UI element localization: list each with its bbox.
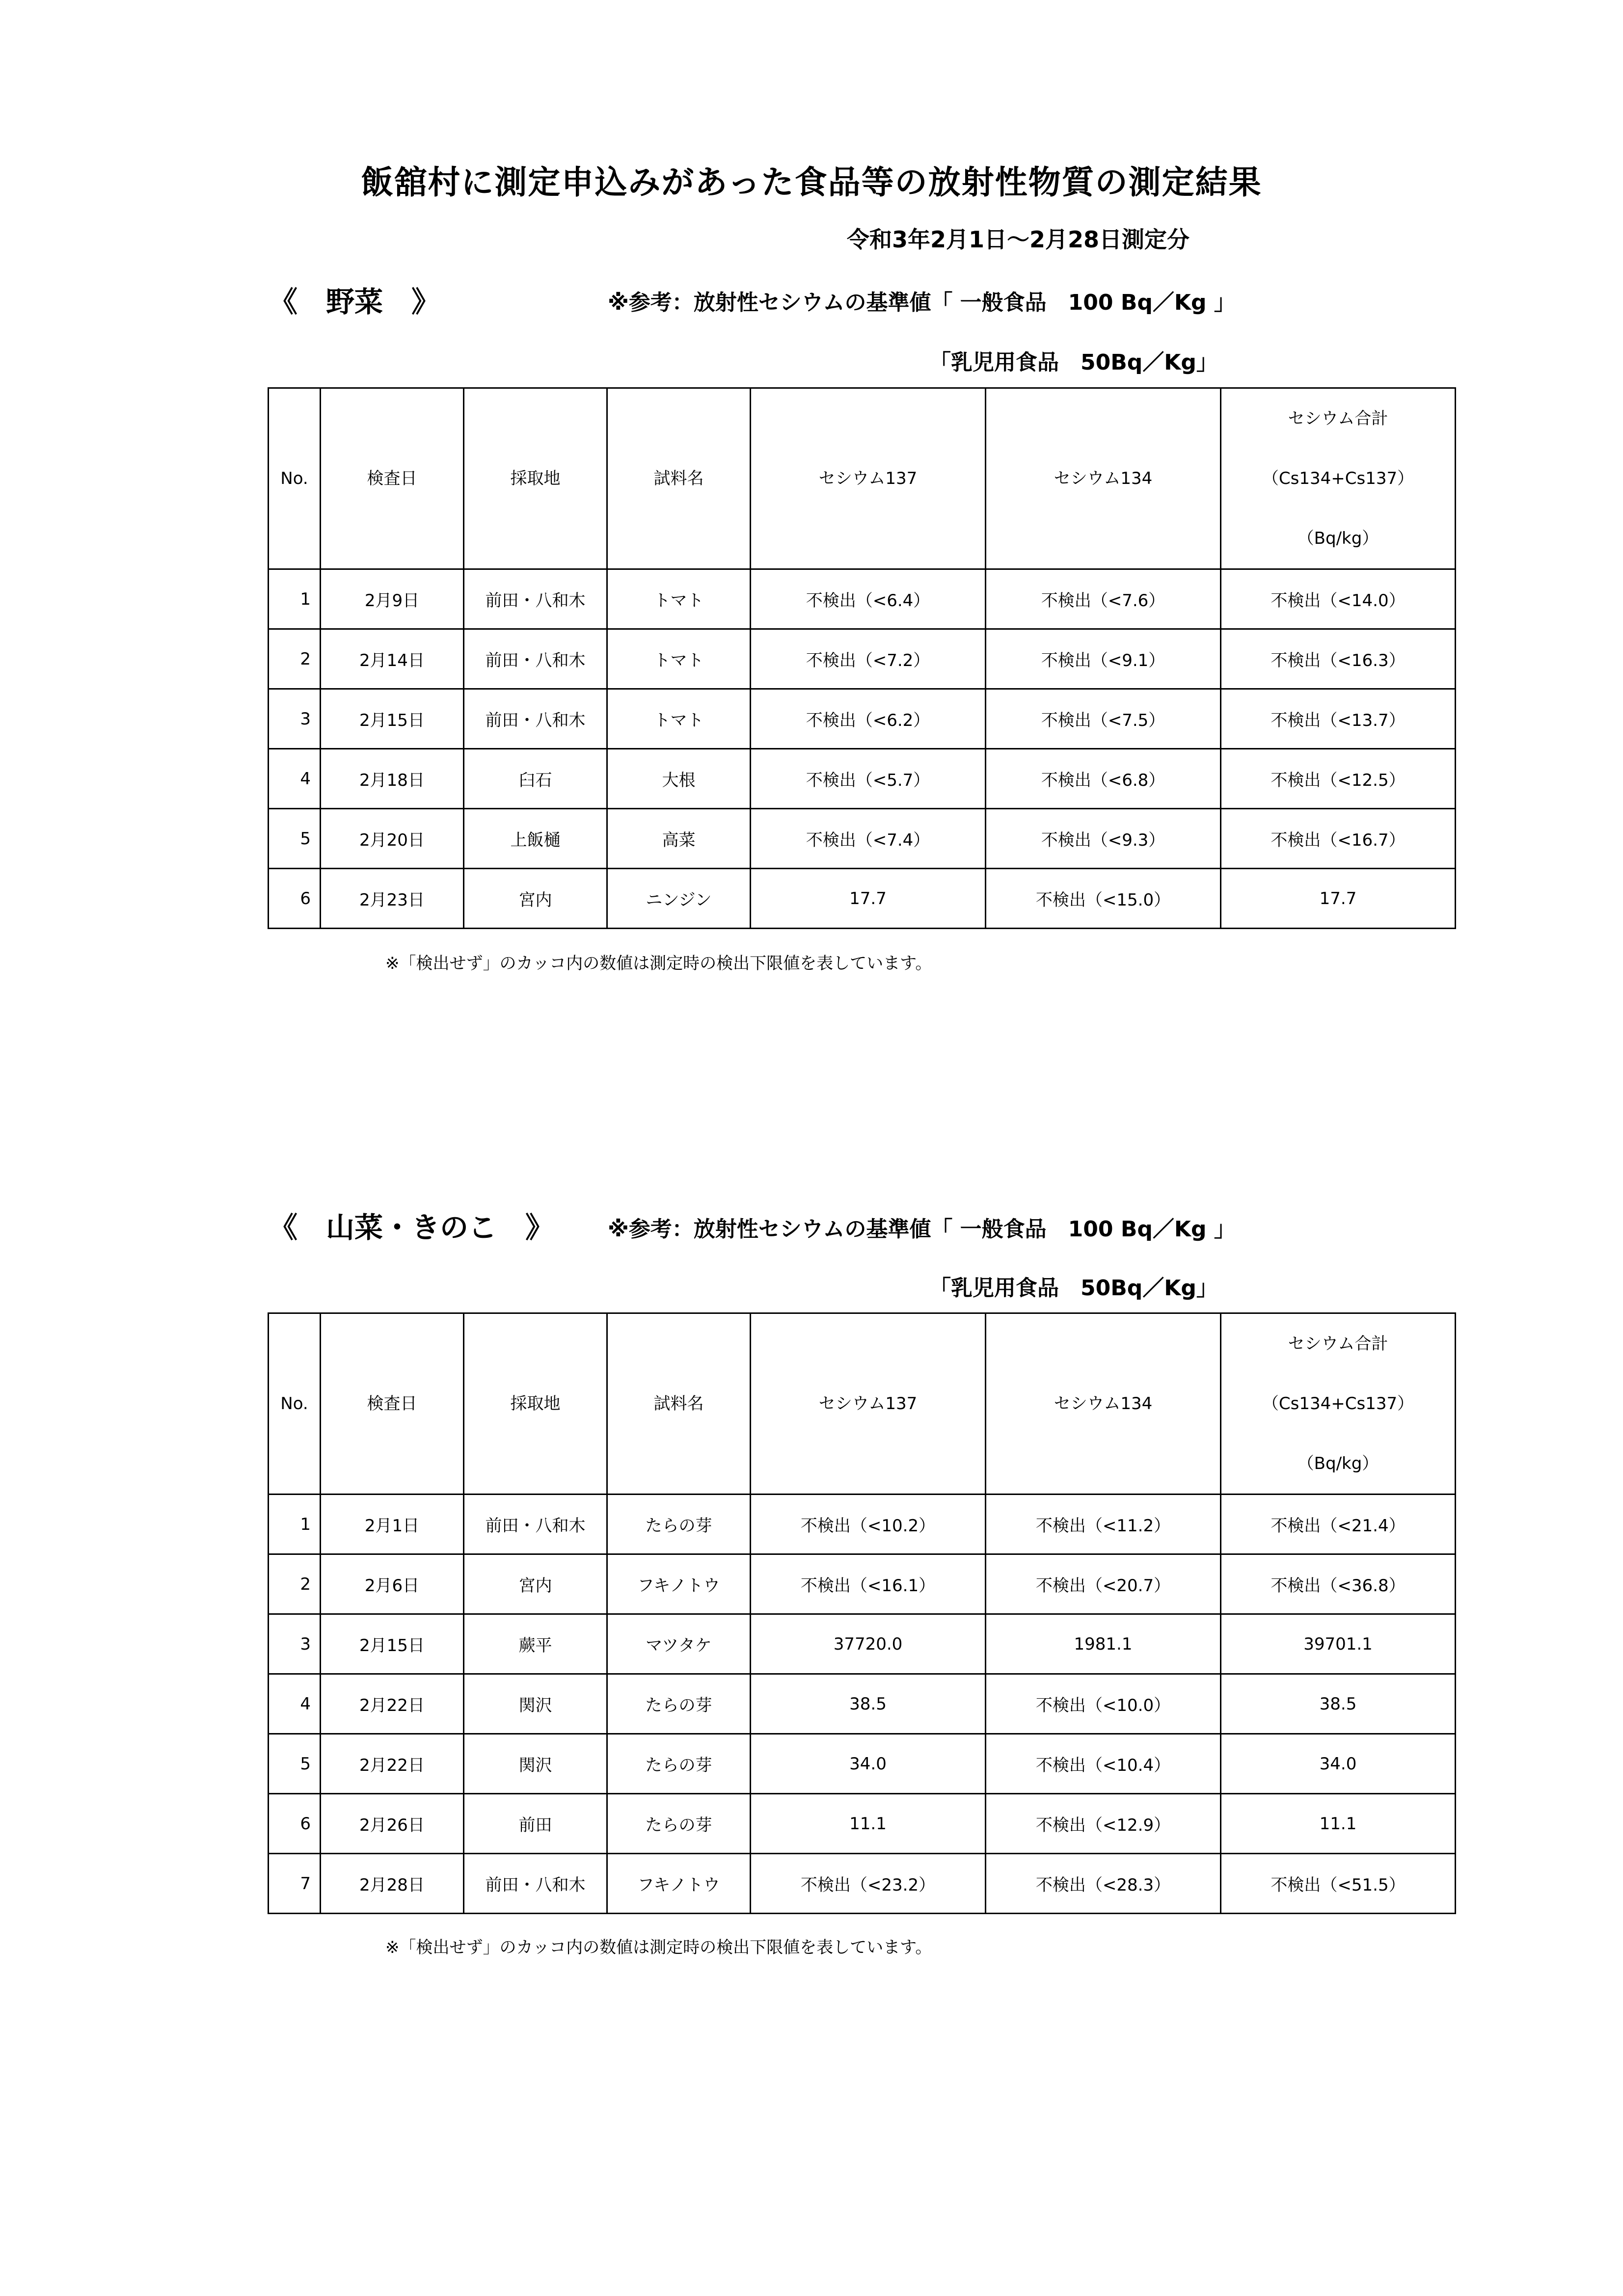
cell-no: 3 — [269, 689, 321, 749]
header-cs137: セシウム137 — [751, 388, 986, 569]
results-table-wild-vegetables-mushrooms — [268, 1312, 1456, 1914]
cell-no: 7 — [269, 1854, 321, 1914]
cell-no: 2 — [269, 629, 321, 689]
header-total: セシウム合計 （Cs134+Cs137） （Bq/kg） — [1221, 1313, 1456, 1495]
cell-cs134: 不検出（<9.1） — [986, 629, 1221, 689]
table-row — [269, 689, 1456, 749]
measurement-period: 令和3年2月1日～2月28日測定分 — [847, 226, 1190, 253]
cell-cs137: 34.0 — [751, 1734, 986, 1794]
cell-sample: トマト — [607, 569, 751, 629]
table-row — [269, 869, 1456, 929]
cell-sample: 高菜 — [607, 809, 751, 869]
cell-sample: フキノトウ — [607, 1854, 751, 1914]
table-row — [269, 749, 1456, 809]
cell-place: 関沢 — [464, 1674, 607, 1734]
cell-cs137: 38.5 — [751, 1674, 986, 1734]
cell-place: 前田・八和木 — [464, 569, 607, 629]
cell-total: 34.0 — [1221, 1734, 1456, 1794]
cell-date: 2月1日 — [321, 1495, 464, 1554]
table-footnote: ※「検出せず」のカッコ内の数値は測定時の検出下限値を表しています。 — [385, 954, 932, 973]
cell-cs134: 不検出（<20.7） — [986, 1554, 1221, 1614]
cell-no: 6 — [269, 1794, 321, 1854]
cell-no: 4 — [269, 749, 321, 809]
cell-cs137: 不検出（<7.2） — [751, 629, 986, 689]
section-title-vegetables: 《 野菜 》 — [269, 285, 440, 319]
cell-place: 前田・八和木 — [464, 629, 607, 689]
cell-cs137: 不検出（<23.2） — [751, 1854, 986, 1914]
cell-cs134: 不検出（<28.3） — [986, 1854, 1221, 1914]
cell-cs134: 不検出（<15.0） — [986, 869, 1221, 929]
table-row — [269, 1794, 1456, 1854]
cell-cs134: 不検出（<11.2） — [986, 1495, 1221, 1554]
table-row — [269, 1674, 1456, 1734]
cell-no: 3 — [269, 1614, 321, 1674]
cell-total: 不検出（<13.7） — [1221, 689, 1456, 749]
cell-no: 2 — [269, 1554, 321, 1614]
cell-sample: たらの芽 — [607, 1794, 751, 1854]
table-row — [269, 809, 1456, 869]
cell-place: 前田・八和木 — [464, 1854, 607, 1914]
header-cs134: セシウム134 — [986, 1313, 1221, 1495]
cell-no: 1 — [269, 569, 321, 629]
cell-cs137: 不検出（<16.1） — [751, 1554, 986, 1614]
table-row — [269, 1734, 1456, 1794]
results-table-vegetables — [268, 387, 1456, 929]
cell-sample: トマト — [607, 629, 751, 689]
cell-total: 17.7 — [1221, 869, 1456, 929]
table-row — [269, 569, 1456, 629]
cell-total: 39701.1 — [1221, 1614, 1456, 1674]
header-no: No. — [269, 1313, 321, 1495]
cell-place: 宮内 — [464, 1554, 607, 1614]
document-title: 飯舘村に測定申込みがあった食品等の放射性物質の測定結果 — [361, 163, 1262, 201]
table-row — [269, 1554, 1456, 1614]
table-header-row — [269, 388, 1456, 569]
cell-cs134: 不検出（<6.8） — [986, 749, 1221, 809]
table-row — [269, 1495, 1456, 1554]
cell-total: 不検出（<36.8） — [1221, 1554, 1456, 1614]
reference-standard-infant: 「乳児用食品 50Bq／Kg」 — [929, 1276, 1218, 1301]
cell-sample: たらの芽 — [607, 1495, 751, 1554]
header-cs134: セシウム134 — [986, 388, 1221, 569]
cell-sample: マツタケ — [607, 1614, 751, 1674]
cell-date: 2月22日 — [321, 1674, 464, 1734]
header-date: 検査日 — [321, 1313, 464, 1495]
cell-date: 2月9日 — [321, 569, 464, 629]
cell-total: 不検出（<16.7） — [1221, 809, 1456, 869]
cell-cs134: 1981.1 — [986, 1614, 1221, 1674]
cell-place: 前田・八和木 — [464, 1495, 607, 1554]
cell-cs134: 不検出（<12.9） — [986, 1794, 1221, 1854]
cell-cs137: 不検出（<5.7） — [751, 749, 986, 809]
cell-cs137: 11.1 — [751, 1794, 986, 1854]
cell-date: 2月6日 — [321, 1554, 464, 1614]
reference-standard-general: ※参考：放射性セシウムの基準値「 一般食品 100 Bq／Kg 」 — [608, 1217, 1236, 1242]
cell-cs137: 不検出（<7.4） — [751, 809, 986, 869]
cell-place: 蕨平 — [464, 1614, 607, 1674]
cell-cs137: 不検出（<6.2） — [751, 689, 986, 749]
reference-standard-general: ※参考：放射性セシウムの基準値「 一般食品 100 Bq／Kg 」 — [608, 290, 1236, 315]
cell-place: 前田・八和木 — [464, 689, 607, 749]
cell-date: 2月22日 — [321, 1734, 464, 1794]
cell-cs134: 不検出（<7.5） — [986, 689, 1221, 749]
cell-date: 2月26日 — [321, 1794, 464, 1854]
cell-total: 不検出（<14.0） — [1221, 569, 1456, 629]
table-row — [269, 1614, 1456, 1674]
cell-cs137: 17.7 — [751, 869, 986, 929]
cell-date: 2月15日 — [321, 689, 464, 749]
cell-total: 38.5 — [1221, 1674, 1456, 1734]
table-footnote: ※「検出せず」のカッコ内の数値は測定時の検出下限値を表しています。 — [385, 1938, 932, 1957]
cell-no: 6 — [269, 869, 321, 929]
table-row — [269, 629, 1456, 689]
cell-no: 5 — [269, 809, 321, 869]
cell-place: 前田 — [464, 1794, 607, 1854]
cell-cs134: 不検出（<9.3） — [986, 809, 1221, 869]
header-place: 採取地 — [464, 1313, 607, 1495]
header-sample: 試料名 — [607, 388, 751, 569]
header-place: 採取地 — [464, 388, 607, 569]
cell-place: 関沢 — [464, 1734, 607, 1794]
table-header-row — [269, 1313, 1456, 1495]
cell-cs137: 不検出（<6.4） — [751, 569, 986, 629]
cell-sample: トマト — [607, 689, 751, 749]
cell-cs137: 不検出（<10.2） — [751, 1495, 986, 1554]
header-cs137: セシウム137 — [751, 1313, 986, 1495]
cell-total: 不検出（<16.3） — [1221, 629, 1456, 689]
cell-date: 2月23日 — [321, 869, 464, 929]
cell-cs134: 不検出（<7.6） — [986, 569, 1221, 629]
reference-standard-infant: 「乳児用食品 50Bq／Kg」 — [929, 350, 1218, 375]
cell-total: 不検出（<21.4） — [1221, 1495, 1456, 1554]
cell-date: 2月28日 — [321, 1854, 464, 1914]
cell-no: 1 — [269, 1495, 321, 1554]
cell-date: 2月14日 — [321, 629, 464, 689]
cell-sample: たらの芽 — [607, 1734, 751, 1794]
header-total: セシウム合計 （Cs134+Cs137） （Bq/kg） — [1221, 388, 1456, 569]
cell-place: 臼石 — [464, 749, 607, 809]
header-no: No. — [269, 388, 321, 569]
cell-date: 2月18日 — [321, 749, 464, 809]
cell-sample: たらの芽 — [607, 1674, 751, 1734]
cell-no: 4 — [269, 1674, 321, 1734]
cell-total: 不検出（<12.5） — [1221, 749, 1456, 809]
cell-place: 宮内 — [464, 869, 607, 929]
cell-place: 上飯樋 — [464, 809, 607, 869]
cell-total: 11.1 — [1221, 1794, 1456, 1854]
header-sample: 試料名 — [607, 1313, 751, 1495]
cell-date: 2月20日 — [321, 809, 464, 869]
cell-cs137: 37720.0 — [751, 1614, 986, 1674]
cell-sample: 大根 — [607, 749, 751, 809]
cell-cs134: 不検出（<10.0） — [986, 1674, 1221, 1734]
cell-no: 5 — [269, 1734, 321, 1794]
header-date: 検査日 — [321, 388, 464, 569]
cell-total: 不検出（<51.5） — [1221, 1854, 1456, 1914]
cell-cs134: 不検出（<10.4） — [986, 1734, 1221, 1794]
cell-date: 2月15日 — [321, 1614, 464, 1674]
cell-sample: フキノトウ — [607, 1554, 751, 1614]
cell-sample: ニンジン — [607, 869, 751, 929]
table-row — [269, 1854, 1456, 1914]
section-title-wild-vegetables-mushrooms: 《 山菜・きのこ 》 — [269, 1211, 554, 1244]
